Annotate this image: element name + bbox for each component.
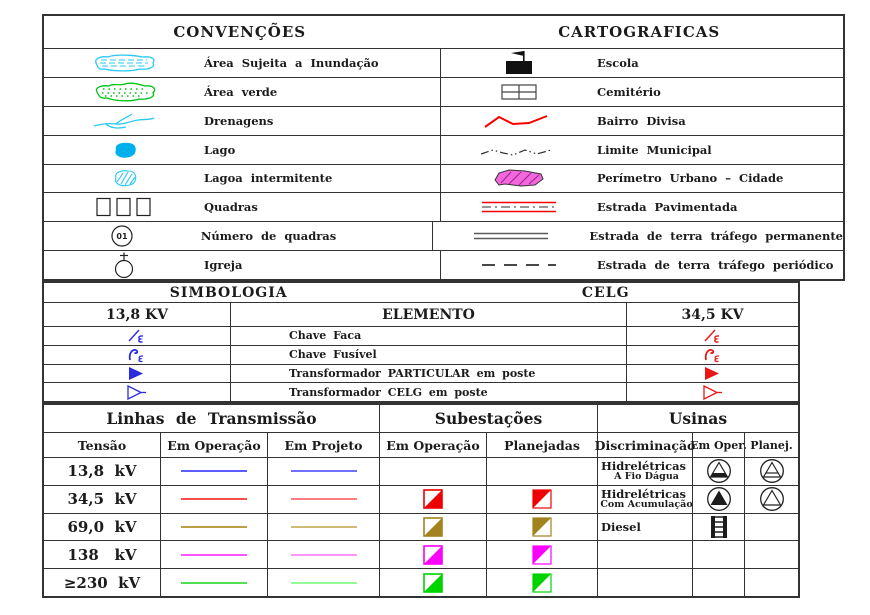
convention-label: Área Sujeita a Inundação <box>204 55 379 70</box>
convention-label: Lagoa intermitente <box>204 171 333 186</box>
tension-value: 34,5 kV <box>67 490 137 509</box>
transformer-filled-icon <box>704 366 722 381</box>
lake-icon <box>110 140 138 160</box>
usina-oper-cell <box>692 541 744 568</box>
simbologia-header <box>44 283 798 302</box>
block-number-icon <box>110 224 134 248</box>
hydro-storage-oper-icon <box>706 486 732 512</box>
voltage-row <box>44 568 798 596</box>
knife-switch-icon <box>701 327 725 345</box>
voltage-row <box>44 540 798 568</box>
convention-label: Cemitério <box>597 84 661 99</box>
substation-oper-icon <box>423 573 443 593</box>
convention-row <box>44 77 843 106</box>
hydro-run-of-river-oper-icon <box>706 458 732 484</box>
tension-value: 13,8 kV <box>67 462 137 481</box>
simbologia-row <box>44 345 798 364</box>
element-label: Chave Faca <box>230 327 626 345</box>
conventions-table <box>42 14 845 281</box>
dirt-road-periodic-icon <box>480 260 558 270</box>
header-right: CARTOGRAFICAS <box>558 23 721 41</box>
convention-row <box>44 164 843 193</box>
element-label: Transformador CELG em poste <box>230 383 626 401</box>
convention-label: Quadras <box>204 200 258 215</box>
element-label: Chave Fusível <box>230 346 626 364</box>
substation-planned-cell <box>486 458 597 485</box>
col-em-operacao: Em Operação <box>160 433 267 457</box>
usina-disc-cell <box>597 569 692 596</box>
line-in-project <box>291 497 357 501</box>
convention-row <box>44 250 843 279</box>
dirt-road-permanent-icon <box>472 230 550 242</box>
flood-area-icon <box>90 52 158 74</box>
usina-planned-cell <box>744 541 798 568</box>
col-13kv: 13,8 KV <box>105 306 168 323</box>
line-in-operation <box>181 525 247 529</box>
col-planej: Planej. <box>744 433 798 457</box>
simbologia-row <box>44 364 798 383</box>
header-left: CONVENÇÕES <box>173 23 307 41</box>
col-discriminacao: Discriminação <box>597 433 692 457</box>
simbologia-title: SIMBOLOGIA <box>169 284 288 301</box>
convention-label: Área verde <box>204 84 278 99</box>
transformer-filled-icon <box>128 366 146 381</box>
convention-label: Perímetro Urbano – Cidade <box>597 171 784 186</box>
usina-planned-cell <box>744 569 798 596</box>
tension-value: 69,0 kV <box>67 517 137 536</box>
col-em-oper: Em Oper. <box>692 433 744 457</box>
simbologia-table <box>42 281 800 403</box>
convention-row <box>44 135 843 164</box>
convention-row <box>44 221 843 250</box>
tension-value: ≥230 kV <box>63 573 141 592</box>
simbologia-row <box>44 382 798 401</box>
transformer-outline-icon <box>703 385 723 400</box>
col-em-projeto: Em Projeto <box>267 433 379 457</box>
city-blocks-icon <box>96 197 152 217</box>
group-usinas: Usinas <box>597 405 798 432</box>
convention-row <box>44 48 843 77</box>
convention-label: Drenagens <box>204 113 274 128</box>
simbologia-row <box>44 326 798 345</box>
fuse-switch-icon <box>701 346 725 364</box>
line-in-project <box>291 525 357 529</box>
convention-label: Bairro Divisa <box>597 113 686 128</box>
line-in-project <box>291 581 357 585</box>
transformer-outline-icon <box>127 385 147 400</box>
usina-planned-cell <box>744 514 798 541</box>
col-34kv: 34,5 KV <box>626 303 798 326</box>
convention-label: Escola <box>597 55 639 70</box>
substation-planned-icon <box>532 489 552 509</box>
convention-row <box>44 106 843 135</box>
hydro-storage-planned-icon <box>759 486 785 512</box>
knife-switch-icon <box>125 327 149 345</box>
line-in-project <box>291 469 357 473</box>
tension-value: 138 kV <box>67 545 137 564</box>
district-boundary-icon <box>483 113 555 129</box>
col-tensao: Tensão <box>77 437 127 453</box>
col-sub-em-operacao: Em Operação <box>379 433 486 457</box>
green-area-icon <box>89 80 159 104</box>
convention-label: Limite Municipal <box>597 142 712 157</box>
col-elemento: ELEMENTO <box>230 303 626 326</box>
usina-subtype: A Fio Dágua <box>614 471 679 483</box>
convention-label: Estrada de terra tráfego periódico <box>597 258 834 273</box>
group-linhas: Linhas de Transmissão <box>106 409 317 428</box>
col-planejadas: Planejadas <box>486 433 597 457</box>
convention-label: Estrada Pavimentada <box>597 200 738 215</box>
line-in-operation <box>181 581 247 585</box>
substation-oper-icon <box>423 517 443 537</box>
cemetery-icon <box>500 83 538 101</box>
voltage-row <box>44 485 798 513</box>
usina-type: Hidrelétricas <box>601 487 687 502</box>
line-in-operation <box>181 469 247 473</box>
diesel-plant-icon <box>710 515 728 539</box>
intermittent-lagoon-icon <box>110 168 138 188</box>
usina-disc-cell <box>597 541 692 568</box>
school-icon <box>502 50 536 76</box>
fuse-switch-icon <box>125 346 149 364</box>
group-subestacoes: Subestações <box>379 405 597 432</box>
svg-text:01: 01 <box>116 232 129 242</box>
convention-label: Igreja <box>204 258 243 273</box>
paved-road-icon <box>480 200 558 214</box>
voltage-row <box>44 513 798 541</box>
substation-oper-cell <box>379 458 486 485</box>
celg-title: CELG <box>581 284 630 301</box>
line-in-operation <box>181 553 247 557</box>
conventions-header <box>44 16 843 48</box>
hydro-run-of-river-planned-icon <box>759 458 785 484</box>
municipal-limit-icon <box>479 143 559 157</box>
convention-label: Estrada de terra tráfego permanente <box>589 229 843 244</box>
substation-oper-icon <box>423 545 443 565</box>
simbologia-columns-row <box>44 302 798 326</box>
convention-label: Número de quadras <box>200 229 337 244</box>
convention-row <box>44 192 843 221</box>
usina-oper-cell <box>692 569 744 596</box>
church-icon <box>113 252 135 279</box>
group-header-row <box>44 405 798 432</box>
line-in-project <box>291 553 357 557</box>
urban-perimeter-icon <box>491 168 547 188</box>
voltage-row <box>44 457 798 485</box>
substation-oper-icon <box>423 489 443 509</box>
substation-planned-icon <box>532 517 552 537</box>
line-in-operation <box>181 497 247 501</box>
convention-label: Lago <box>204 142 236 157</box>
element-label: Transformador PARTICULAR em poste <box>230 365 626 383</box>
drainage-icon <box>92 111 156 131</box>
column-header-row <box>44 432 798 457</box>
substation-planned-icon <box>532 573 552 593</box>
usina-subtype: Com Acumulação <box>600 499 693 511</box>
usina-type: Hidrelétricas <box>601 459 687 474</box>
usina-type: Diesel <box>601 519 641 534</box>
substation-planned-icon <box>532 545 552 565</box>
transmission-table <box>42 403 800 598</box>
